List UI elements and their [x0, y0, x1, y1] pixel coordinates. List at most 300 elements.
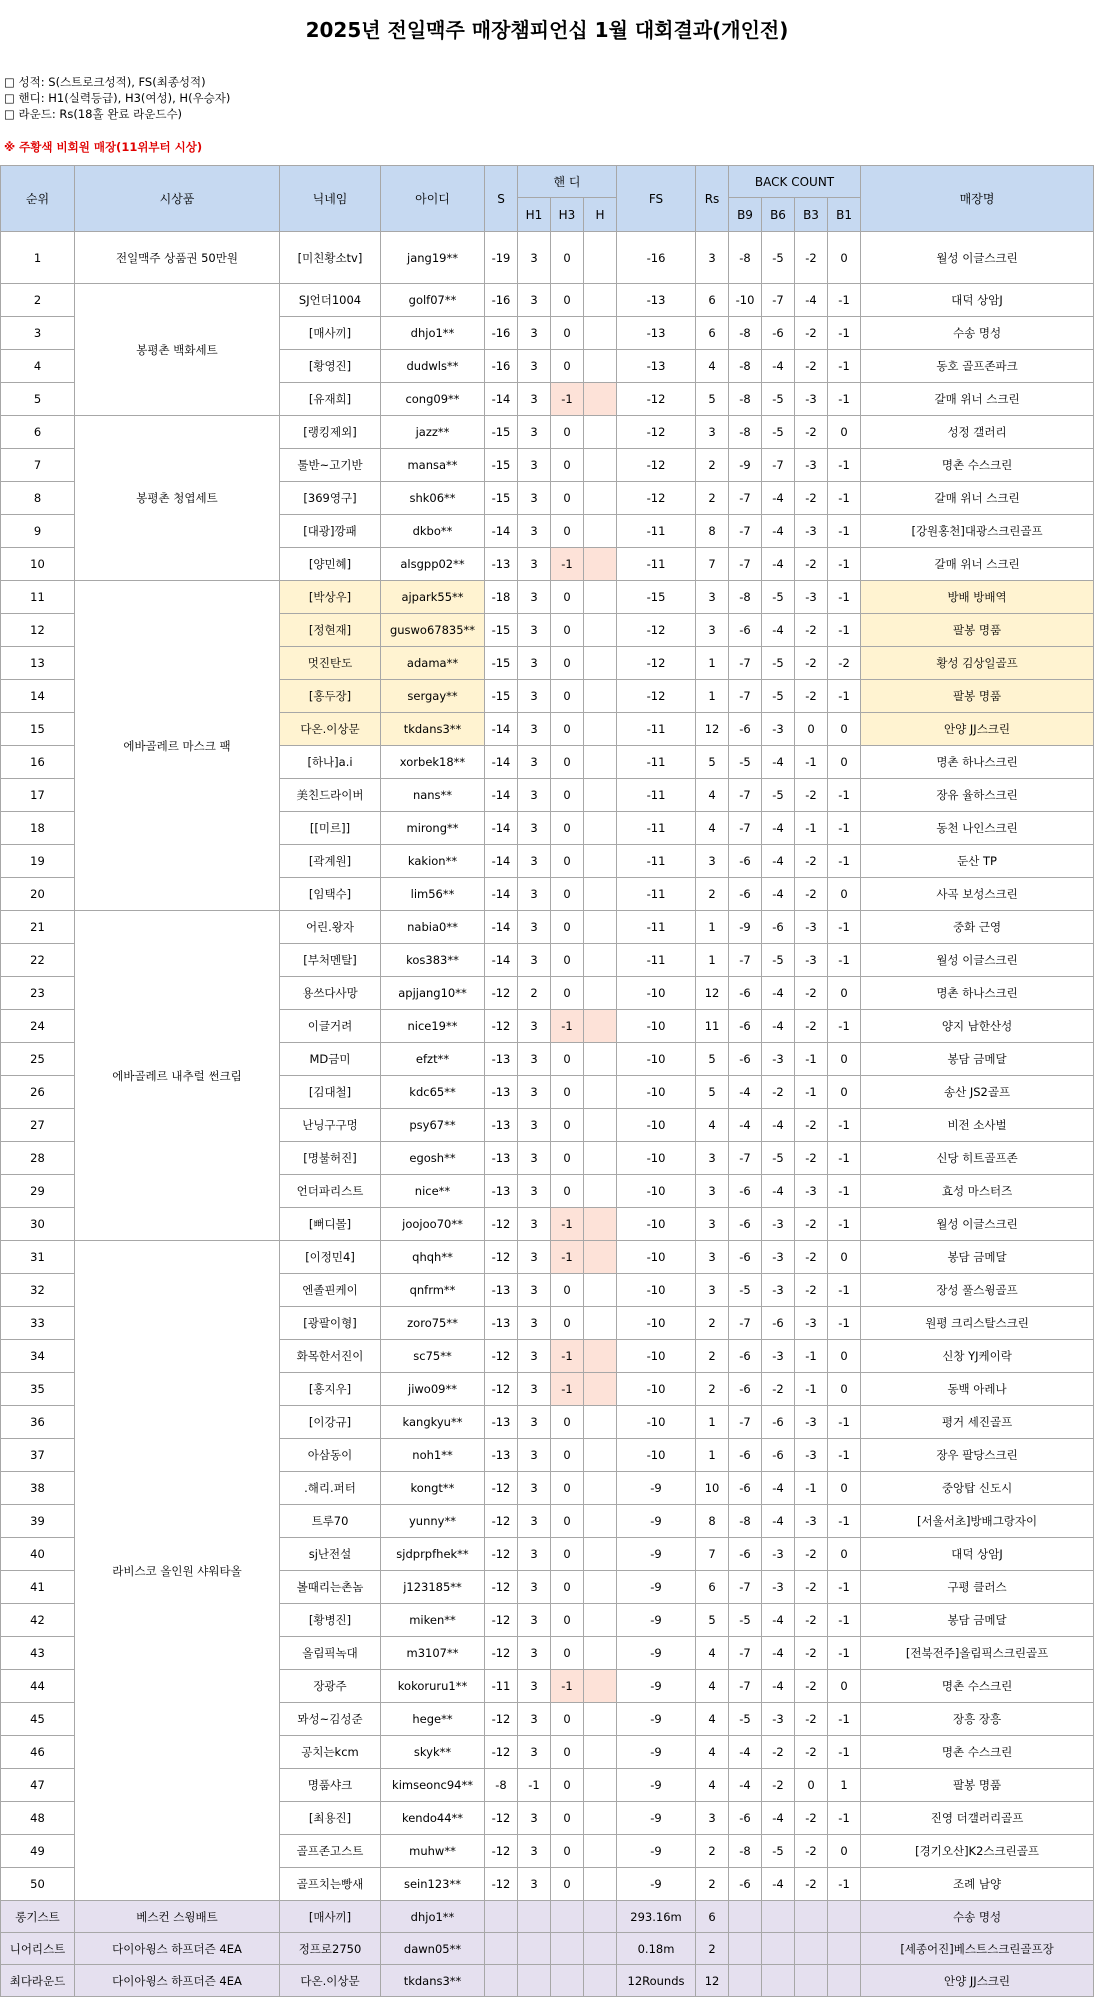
b1-cell: -1 [828, 1406, 861, 1439]
store-cell: 명촌 수스크린 [861, 449, 1094, 482]
rs-cell: 12 [696, 977, 729, 1010]
id-cell: psy67** [381, 1109, 485, 1142]
h3-cell: -1 [551, 1373, 584, 1406]
b1-cell: 0 [828, 1373, 861, 1406]
store-cell: 원평 크리스탈스크린 [861, 1307, 1094, 1340]
rs-cell: 2 [696, 1868, 729, 1901]
h3-cell: -1 [551, 383, 584, 416]
fs-cell: -15 [617, 581, 696, 614]
h-cell [584, 284, 617, 317]
id-cell: kokoruru1** [381, 1670, 485, 1703]
id-cell: mansa** [381, 449, 485, 482]
h3-cell: -1 [551, 1670, 584, 1703]
nickname-cell: [양민혜] [280, 548, 381, 581]
rank-cell: 42 [1, 1604, 75, 1637]
b1-cell: -1 [828, 1571, 861, 1604]
h3-cell: 0 [551, 812, 584, 845]
rank-cell: 49 [1, 1835, 75, 1868]
store-cell: 갈매 위너 스크린 [861, 383, 1094, 416]
h1-cell: 3 [518, 878, 551, 911]
h3-cell: 0 [551, 1076, 584, 1109]
b6-cell: -4 [762, 1505, 795, 1538]
b3-cell: -3 [795, 1175, 828, 1208]
s-cell: -13 [485, 1076, 518, 1109]
b9-cell: -8 [729, 232, 762, 284]
h-cell [584, 1076, 617, 1109]
h3-cell: 0 [551, 713, 584, 746]
id-cell: zoro75** [381, 1307, 485, 1340]
h3-cell: 0 [551, 1043, 584, 1076]
s-cell: -12 [485, 1208, 518, 1241]
b6-cell: -3 [762, 713, 795, 746]
h3-cell: 0 [551, 581, 584, 614]
empty-cell [795, 1901, 828, 1933]
rank-cell: 46 [1, 1736, 75, 1769]
h-cell [584, 1736, 617, 1769]
b9-cell: -8 [729, 1505, 762, 1538]
s-cell: -8 [485, 1769, 518, 1802]
h1-cell: 3 [518, 350, 551, 383]
fs-cell: -9 [617, 1703, 696, 1736]
b1-cell: -1 [828, 317, 861, 350]
store-cell: 장우 팔당스크린 [861, 1439, 1094, 1472]
rs-cell: 5 [696, 1604, 729, 1637]
s-cell: -14 [485, 713, 518, 746]
rank-cell: 13 [1, 647, 75, 680]
fs-cell: 0.18m [617, 1933, 696, 1965]
h-cell [584, 1505, 617, 1538]
h1-cell: 3 [518, 1175, 551, 1208]
b9-cell: -6 [729, 1010, 762, 1043]
rs-cell: 6 [696, 1571, 729, 1604]
prize-cell: 전일맥주 상품권 50만원 [75, 232, 280, 284]
s-cell: -12 [485, 1505, 518, 1538]
rank-cell: 48 [1, 1802, 75, 1835]
fs-cell: 12Rounds [617, 1965, 696, 1997]
b3-cell: -2 [795, 548, 828, 581]
b6-cell: -6 [762, 1406, 795, 1439]
legend-handicap: □ 핸디: H1(실력등급), H3(여성), H(우승자) [4, 91, 231, 105]
h-cell [584, 1769, 617, 1802]
h-cell [584, 812, 617, 845]
s-cell: -16 [485, 350, 518, 383]
fs-cell: -12 [617, 383, 696, 416]
h-cell [584, 1010, 617, 1043]
s-cell: -12 [485, 1241, 518, 1274]
store-cell: 봉담 금메달 [861, 1241, 1094, 1274]
b3-cell: -2 [795, 1142, 828, 1175]
b9-cell: -8 [729, 317, 762, 350]
h1-cell: 3 [518, 1208, 551, 1241]
prize-cell: 봉평촌 청엽세트 [75, 416, 280, 581]
id-cell: lim56** [381, 878, 485, 911]
h-cell [584, 515, 617, 548]
s-cell: -14 [485, 944, 518, 977]
rank-cell: 28 [1, 1142, 75, 1175]
rank-cell: 10 [1, 548, 75, 581]
award-label: 최다라운드 [1, 1965, 75, 1997]
fs-cell: -11 [617, 944, 696, 977]
h1-cell: 3 [518, 944, 551, 977]
nickname-cell: [곽계원] [280, 845, 381, 878]
b9-cell: -6 [729, 1373, 762, 1406]
fs-cell: -10 [617, 1274, 696, 1307]
store-cell: 효성 마스터즈 [861, 1175, 1094, 1208]
rank-cell: 37 [1, 1439, 75, 1472]
nickname-cell: 다온.이상문 [280, 713, 381, 746]
b1-cell: -1 [828, 614, 861, 647]
fs-cell: -9 [617, 1736, 696, 1769]
id-cell: j123185** [381, 1571, 485, 1604]
rs-cell: 5 [696, 1076, 729, 1109]
b3-cell: -2 [795, 1835, 828, 1868]
header-h1: H1 [518, 198, 551, 232]
h1-cell: 3 [518, 482, 551, 515]
b9-cell: -7 [729, 1670, 762, 1703]
store-cell: 명촌 하나스크린 [861, 977, 1094, 1010]
b6-cell: -4 [762, 812, 795, 845]
id-cell: qhqh** [381, 1241, 485, 1274]
rank-cell: 7 [1, 449, 75, 482]
b9-cell: -6 [729, 1802, 762, 1835]
s-cell: -12 [485, 1571, 518, 1604]
h-cell [584, 1802, 617, 1835]
nonmember-notice: ※ 주황색 비회원 매장(11위부터 시상) [4, 140, 203, 154]
rank-cell: 47 [1, 1769, 75, 1802]
store-cell: 조례 남양 [861, 1868, 1094, 1901]
rs-cell: 3 [696, 232, 729, 284]
nickname-cell: [정현재] [280, 614, 381, 647]
id-cell: guswo67835** [381, 614, 485, 647]
rs-cell: 6 [696, 317, 729, 350]
b1-cell: -1 [828, 548, 861, 581]
rank-cell: 2 [1, 284, 75, 317]
b6-cell: -2 [762, 1769, 795, 1802]
empty-cell [762, 1965, 795, 1997]
fs-cell: -11 [617, 713, 696, 746]
nickname-cell: SJ언더1004 [280, 284, 381, 317]
b3-cell: -3 [795, 1307, 828, 1340]
b1-cell: 0 [828, 1835, 861, 1868]
b1-cell: 0 [828, 1538, 861, 1571]
rank-cell: 20 [1, 878, 75, 911]
b6-cell: -3 [762, 1703, 795, 1736]
h1-cell: 3 [518, 1109, 551, 1142]
h1-cell: 3 [518, 1076, 551, 1109]
fs-cell: -9 [617, 1571, 696, 1604]
s-cell: -12 [485, 1538, 518, 1571]
b1-cell: 0 [828, 232, 861, 284]
special-award-row [1, 1965, 1094, 1997]
b3-cell: -2 [795, 614, 828, 647]
empty-cell [729, 1901, 762, 1933]
h-cell [584, 1241, 617, 1274]
b9-cell: -6 [729, 1043, 762, 1076]
b6-cell: -4 [762, 1868, 795, 1901]
b6-cell: -3 [762, 1340, 795, 1373]
b9-cell: -6 [729, 977, 762, 1010]
header-backcount: BACK COUNT [729, 166, 861, 198]
store-cell: 장흥 장흥 [861, 1703, 1094, 1736]
b6-cell: -4 [762, 746, 795, 779]
b6-cell: -3 [762, 1571, 795, 1604]
nickname-cell: [이정민4] [280, 1241, 381, 1274]
rank-cell: 29 [1, 1175, 75, 1208]
b9-cell: -6 [729, 1175, 762, 1208]
b3-cell: -3 [795, 581, 828, 614]
nickname-cell: 올림픽녹대 [280, 1637, 381, 1670]
empty-cell [795, 1933, 828, 1965]
award-label: 롱기스트 [1, 1901, 75, 1933]
rank-cell: 6 [1, 416, 75, 449]
h-cell [584, 1439, 617, 1472]
nickname-cell: 어린.왕자 [280, 911, 381, 944]
fs-cell: -9 [617, 1802, 696, 1835]
b1-cell: -1 [828, 1868, 861, 1901]
rs-cell: 1 [696, 1439, 729, 1472]
h3-cell: 0 [551, 1604, 584, 1637]
id-cell: alsgpp02** [381, 548, 485, 581]
h1-cell: 3 [518, 1274, 551, 1307]
fs-cell: -9 [617, 1472, 696, 1505]
rs-cell: 2 [696, 878, 729, 911]
fs-cell: -10 [617, 1208, 696, 1241]
h1-cell: 3 [518, 1538, 551, 1571]
b1-cell: 0 [828, 878, 861, 911]
b3-cell: -2 [795, 680, 828, 713]
rs-cell: 3 [696, 416, 729, 449]
b3-cell: -2 [795, 1670, 828, 1703]
id-cell: kendo44** [381, 1802, 485, 1835]
s-cell: -13 [485, 1406, 518, 1439]
s-cell: -15 [485, 482, 518, 515]
rs-cell: 7 [696, 1538, 729, 1571]
fs-cell: -11 [617, 548, 696, 581]
b6-cell: -4 [762, 845, 795, 878]
b3-cell: -1 [795, 1340, 828, 1373]
h-cell [584, 1637, 617, 1670]
rank-cell: 14 [1, 680, 75, 713]
header-prize: 시상품 [75, 166, 280, 232]
table-row [1, 581, 1094, 614]
store-cell: 수송 명성 [861, 317, 1094, 350]
b3-cell: -2 [795, 1109, 828, 1142]
h3-cell: 0 [551, 1538, 584, 1571]
s-cell: -13 [485, 1439, 518, 1472]
s-cell: -12 [485, 1835, 518, 1868]
fs-cell: -11 [617, 515, 696, 548]
fs-cell: -12 [617, 416, 696, 449]
store-cell: [전북전주]올림픽스크린골프 [861, 1637, 1094, 1670]
fs-cell: -10 [617, 1076, 696, 1109]
fs-cell: -11 [617, 845, 696, 878]
h-cell [584, 614, 617, 647]
store-cell: 월성 이글스크린 [861, 232, 1094, 284]
id-cell: tkdans3** [381, 1965, 485, 1997]
s-cell: -11 [485, 1670, 518, 1703]
fs-cell: -10 [617, 1406, 696, 1439]
fs-cell: -10 [617, 1307, 696, 1340]
store-cell: 수송 명성 [861, 1901, 1094, 1933]
h3-cell: 0 [551, 944, 584, 977]
b9-cell: -7 [729, 1406, 762, 1439]
b3-cell: -3 [795, 1406, 828, 1439]
header-b9: B9 [729, 198, 762, 232]
empty-cell [729, 1933, 762, 1965]
s-cell: -13 [485, 1274, 518, 1307]
b9-cell: -6 [729, 713, 762, 746]
nickname-cell: 美친드라이버 [280, 779, 381, 812]
b9-cell: -6 [729, 1868, 762, 1901]
b9-cell: -6 [729, 878, 762, 911]
id-cell: miken** [381, 1604, 485, 1637]
h3-cell: 0 [551, 845, 584, 878]
h3-cell: 0 [551, 1505, 584, 1538]
b3-cell: -1 [795, 1472, 828, 1505]
s-cell: -15 [485, 614, 518, 647]
h1-cell: 3 [518, 1868, 551, 1901]
h1-cell: 3 [518, 1802, 551, 1835]
b6-cell: -5 [762, 1142, 795, 1175]
h3-cell: 0 [551, 482, 584, 515]
nickname-cell: [미친황소tv] [280, 232, 381, 284]
b3-cell: -2 [795, 647, 828, 680]
h1-cell: 3 [518, 1406, 551, 1439]
h1-cell: 3 [518, 1373, 551, 1406]
b3-cell: -2 [795, 350, 828, 383]
nickname-cell: 공치는kcm [280, 1736, 381, 1769]
store-cell: 월성 이글스크린 [861, 944, 1094, 977]
nickname-cell: [박상우] [280, 581, 381, 614]
header-b1: B1 [828, 198, 861, 232]
b9-cell: -4 [729, 1109, 762, 1142]
rank-cell: 32 [1, 1274, 75, 1307]
h3-cell: 0 [551, 647, 584, 680]
b3-cell: -2 [795, 1274, 828, 1307]
rs-cell: 1 [696, 680, 729, 713]
fs-cell: -16 [617, 232, 696, 284]
award-label: 니어리스트 [1, 1933, 75, 1965]
b9-cell: -7 [729, 1571, 762, 1604]
id-cell: jang19** [381, 232, 485, 284]
b3-cell: -2 [795, 1703, 828, 1736]
id-cell: hege** [381, 1703, 485, 1736]
b1-cell: 0 [828, 1076, 861, 1109]
b9-cell: -7 [729, 680, 762, 713]
fs-cell: -12 [617, 680, 696, 713]
b3-cell: -2 [795, 232, 828, 284]
h-cell [584, 1109, 617, 1142]
empty-cell [485, 1933, 518, 1965]
empty-cell [584, 1901, 617, 1933]
rs-cell: 2 [696, 482, 729, 515]
store-cell: 신당 히트골프존 [861, 1142, 1094, 1175]
nickname-cell: 툴반~고기반 [280, 449, 381, 482]
id-cell: jazz** [381, 416, 485, 449]
b3-cell: -2 [795, 1802, 828, 1835]
fs-cell: -10 [617, 1241, 696, 1274]
b6-cell: -4 [762, 1109, 795, 1142]
b6-cell: -5 [762, 779, 795, 812]
rank-cell: 18 [1, 812, 75, 845]
rs-cell: 2 [696, 1835, 729, 1868]
b9-cell: -4 [729, 1736, 762, 1769]
b9-cell: -10 [729, 284, 762, 317]
b9-cell: -7 [729, 812, 762, 845]
rs-cell: 3 [696, 1274, 729, 1307]
s-cell: -19 [485, 232, 518, 284]
h-cell [584, 1043, 617, 1076]
b9-cell: -7 [729, 515, 762, 548]
nickname-cell: [이강규] [280, 1406, 381, 1439]
header-rs: Rs [696, 166, 729, 232]
h3-cell: 0 [551, 614, 584, 647]
fs-cell: -12 [617, 482, 696, 515]
nickname-cell: [369영구] [280, 482, 381, 515]
b1-cell: -1 [828, 1637, 861, 1670]
h1-cell: 3 [518, 779, 551, 812]
h3-cell: 0 [551, 1736, 584, 1769]
b1-cell: 0 [828, 1340, 861, 1373]
rank-cell: 21 [1, 911, 75, 944]
b6-cell: -4 [762, 1670, 795, 1703]
h1-cell: 3 [518, 713, 551, 746]
b6-cell: -4 [762, 1472, 795, 1505]
fs-cell: -13 [617, 284, 696, 317]
fs-cell: -10 [617, 1373, 696, 1406]
nickname-cell: [황병진] [280, 1604, 381, 1637]
id-cell: xorbek18** [381, 746, 485, 779]
b1-cell: -1 [828, 1802, 861, 1835]
b1-cell: 0 [828, 416, 861, 449]
rank-cell: 30 [1, 1208, 75, 1241]
b1-cell: -1 [828, 944, 861, 977]
b6-cell: -4 [762, 1175, 795, 1208]
h3-cell: 0 [551, 449, 584, 482]
rs-cell: 4 [696, 1109, 729, 1142]
b9-cell: -7 [729, 548, 762, 581]
header-rank: 순위 [1, 166, 75, 232]
h1-cell: 3 [518, 416, 551, 449]
empty-cell [828, 1965, 861, 1997]
id-cell: kimseonc94** [381, 1769, 485, 1802]
rank-cell: 33 [1, 1307, 75, 1340]
store-cell: 팔봉 명품 [861, 1769, 1094, 1802]
store-cell: 대덕 상암J [861, 284, 1094, 317]
rs-cell: 10 [696, 1472, 729, 1505]
b3-cell: -3 [795, 944, 828, 977]
s-cell: -14 [485, 383, 518, 416]
store-cell: 양지 남한산성 [861, 1010, 1094, 1043]
b3-cell: -1 [795, 1076, 828, 1109]
h1-cell: 3 [518, 1670, 551, 1703]
header-b6: B6 [762, 198, 795, 232]
h-cell [584, 1868, 617, 1901]
b9-cell: -5 [729, 1274, 762, 1307]
empty-cell [485, 1965, 518, 1997]
s-cell: -14 [485, 911, 518, 944]
fs-cell: -10 [617, 1142, 696, 1175]
id-cell: sc75** [381, 1340, 485, 1373]
b3-cell: -3 [795, 1505, 828, 1538]
store-cell: 황성 김상일골프 [861, 647, 1094, 680]
b1-cell: -1 [828, 284, 861, 317]
b1-cell: 0 [828, 713, 861, 746]
b3-cell: -2 [795, 1736, 828, 1769]
id-cell: jiwo09** [381, 1373, 485, 1406]
store-cell: 팔봉 명품 [861, 680, 1094, 713]
h3-cell: 0 [551, 1637, 584, 1670]
